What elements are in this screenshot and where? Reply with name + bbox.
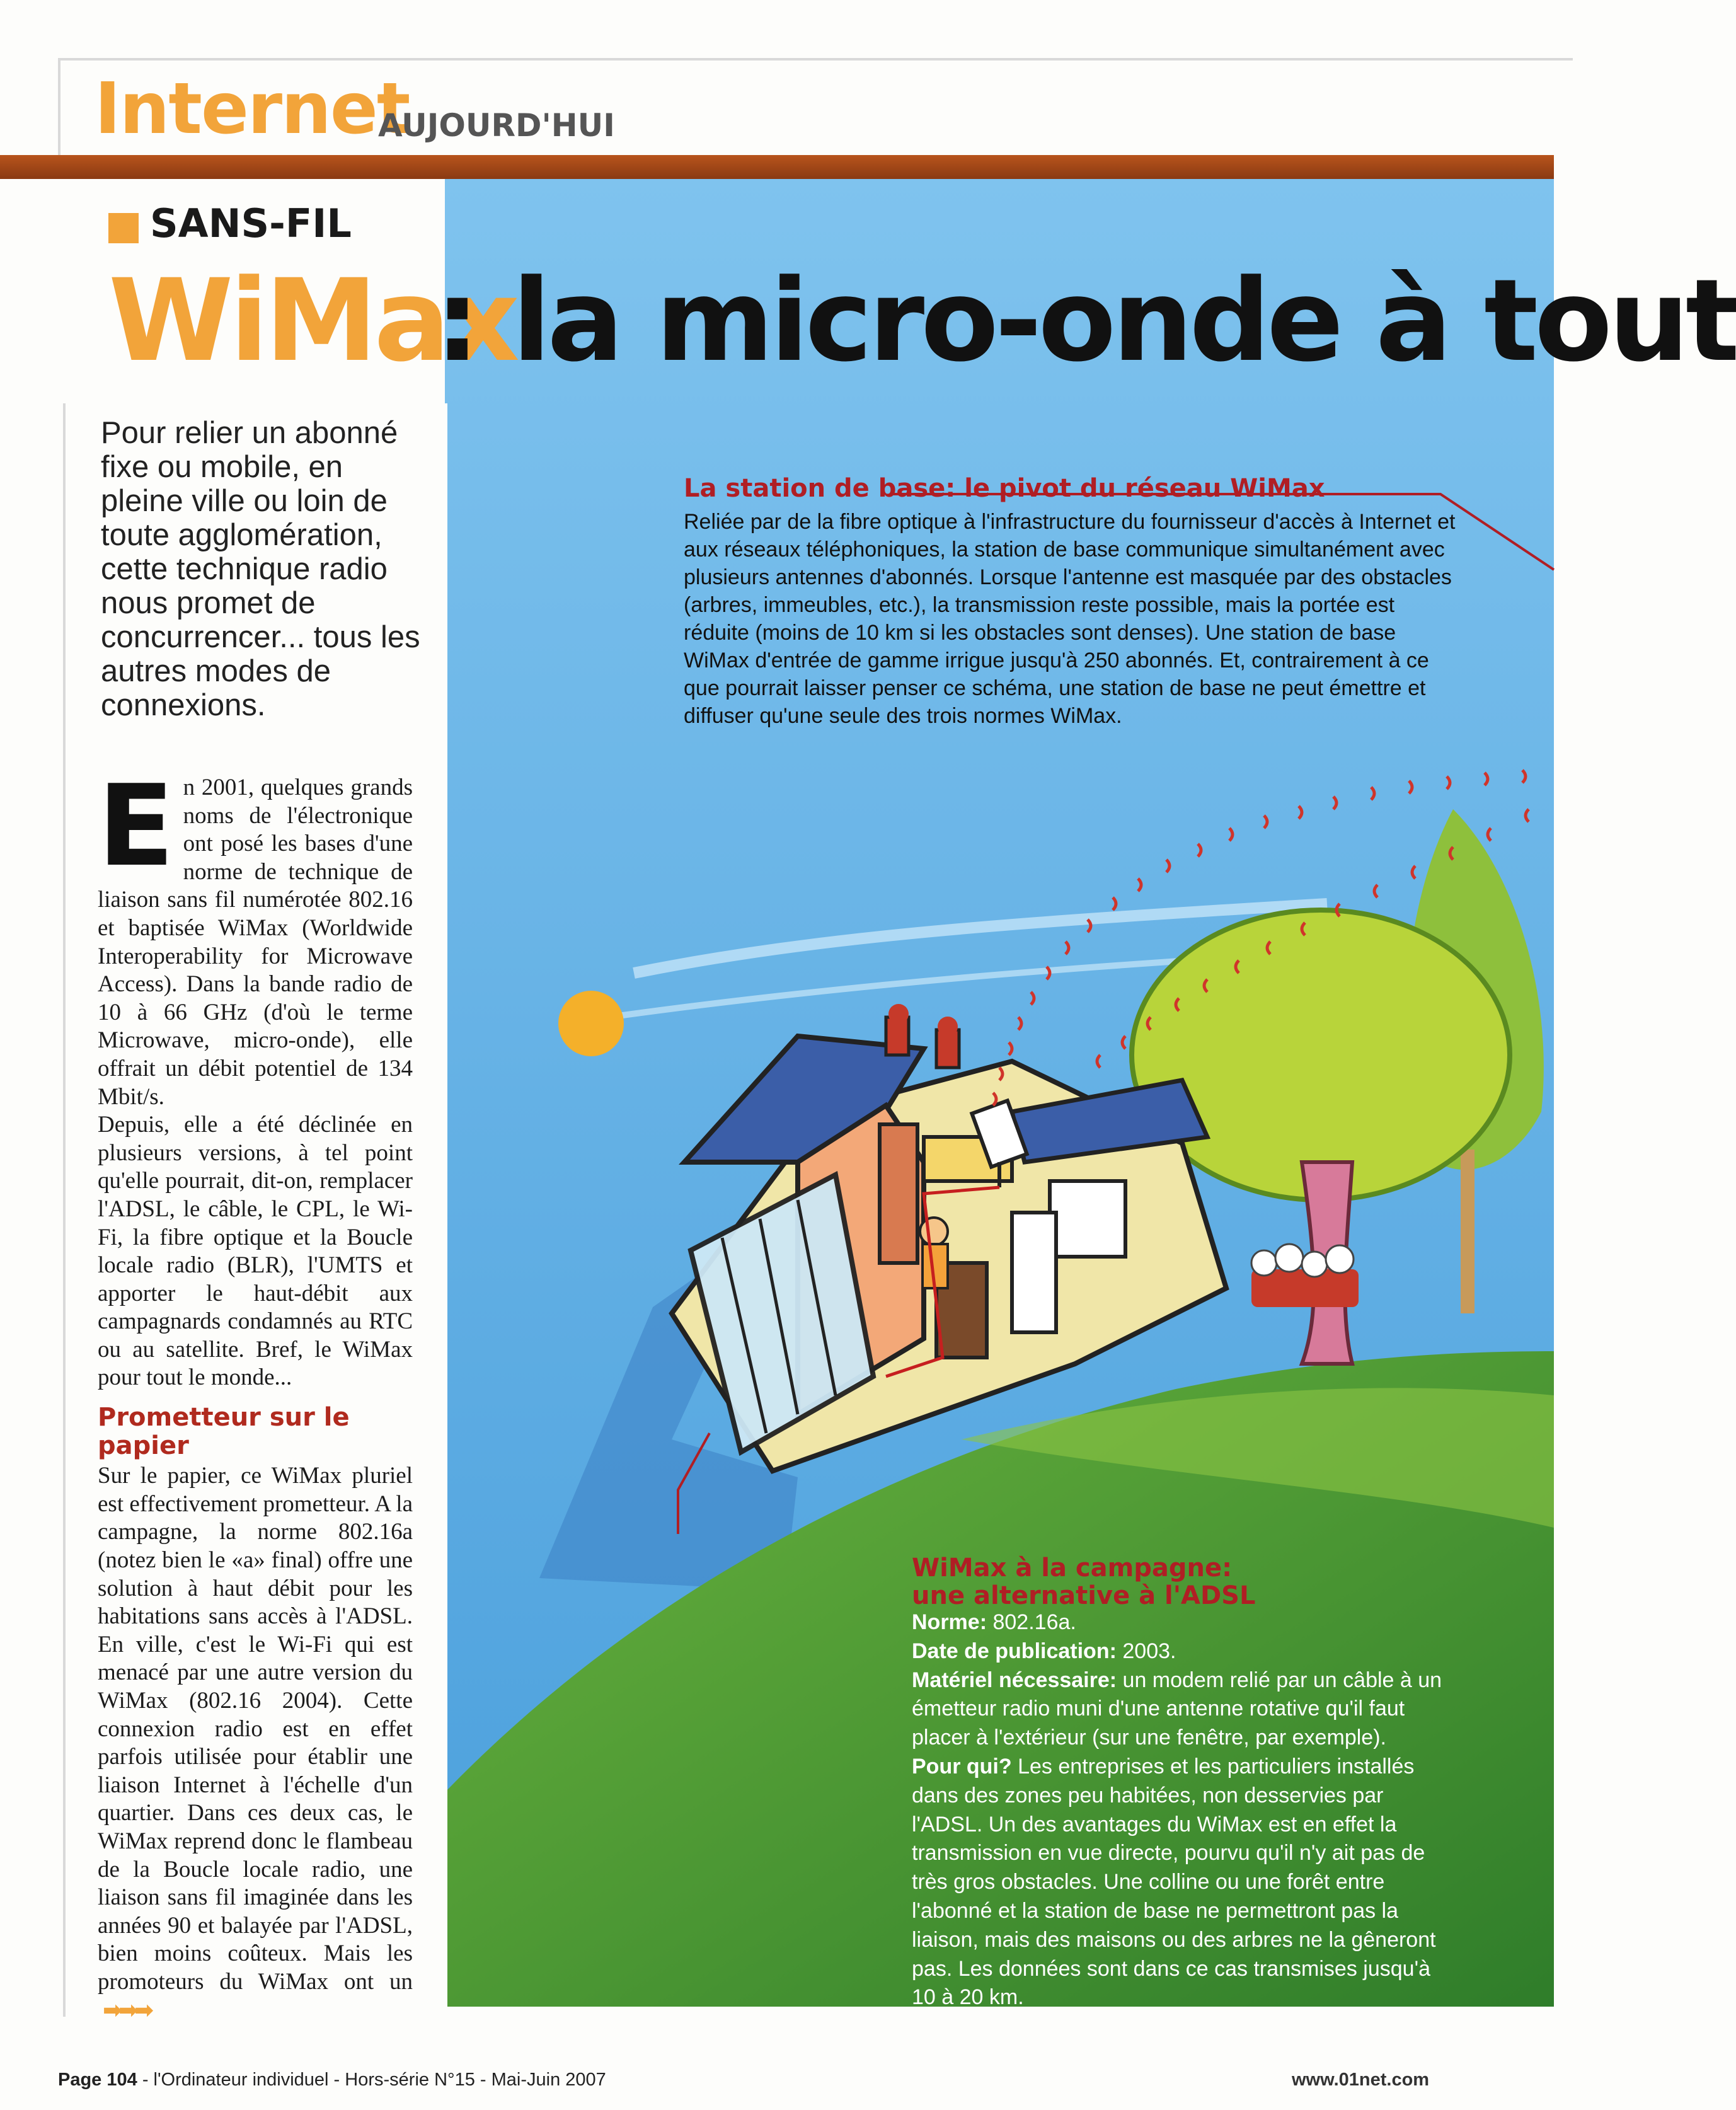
page-number: Page 104	[58, 2070, 137, 2090]
kicker-square-icon	[108, 213, 139, 243]
norme-value: 802.16a.	[992, 1610, 1076, 1634]
materiel-value: un modem relié par un câble à un émetteur radio muni d'une antenne rotative qu'il faut placer à l'extérieur (sur une fenêtre, par exemple).	[912, 1668, 1442, 1750]
date-value: 2003.	[1122, 1639, 1176, 1663]
pourqui-label: Pour qui?	[912, 1754, 1012, 1779]
header-band	[0, 155, 1554, 179]
callout-campagne-title: WiMax à la campagne: une alternative à l'ADSL	[912, 1554, 1256, 1610]
paragraph-text: Sur le papier, ce WiMax pluriel est effectivement prometteur. A la campagne, la norme 802.16a (notez bien le «a» final) offre une solution à haut débit pour les habitations sans accès à l'ADSL. En ville, c'est le Wi-Fi qui est menacé par une autre version du WiMax (802.16 2004). Cette connexion radio est en effet parfois utilisée pour établir une liaison Internet à l'échelle d'un quartier. Dans ces deux cas, le WiMax reprend donc le flambeau de la Boucle locale radio, une liaison sans fil imaginée dans les années 90 et balayée par l'ADSL, bien moins coûteux. Mais les promoteurs du WiMax ont un	[98, 1463, 413, 1995]
callout-station-text: Reliée par de la fibre optique à l'infrastructure du fournisseur d'accès à Internet et aux réseaux téléphoniques, la station de base communique simultanément avec plusieurs antennes d'abonnés. Lorsque l'antenne est masquée par des obstacles (arbres, immeubles, etc.), la transmission reste possible, mais la portée est réduite (moins de 10 km si les obstacles sont denses). Une station de base WiMax d'entrée de gamme irrigue jusqu'à 250 abonnés. Et, contrairement à ce que pourrait laisser penser ce schéma, une station de base ne peut émettre et diffuser qu'une seule des trois normes WiMax.	[684, 510, 1456, 728]
paragraph	[98, 1462, 413, 2025]
title-rest: : la micro-onde à tout	[435, 255, 1736, 387]
norme-label: Norme:	[912, 1610, 987, 1634]
paragraph: Depuis, elle a été déclinée en plusieurs versions, à tel point qu'elle pourrait, dit-on, remplacer l'ADSL, le câble, le CPL, le Wi-Fi, la fibre optique et la Boucle locale radio (BLR), l'UMTS et apporter le haut-débit aux campagnards condamnés au RTC ou au satellite. Bref, le WiMax pour tout le monde...	[98, 1112, 413, 1391]
continue-arrow-icon: ➡➡➡	[103, 1996, 151, 2024]
person-icon	[920, 1218, 948, 1245]
publication: - l'Ordinateur individuel - Hors-série N°15 - Mai-Juin 2007	[137, 2070, 606, 2090]
title-highlight: WiMax	[108, 255, 516, 387]
pourqui-value: Les entreprises et les particuliers installés dans des zones peu habitées, non desservies par l'ADSL. Un des avantages du WiMax est en effet la transmission en vue directe, pourvu qu'il n'y ait pas de très gros obstacles. Une colline ou une forêt entre l'abonné et la station de base ne permettront pas la liaison, mais des maisons ou des arbres ne la gêneront pas. Les données sont dans ce cas transmises jusqu'à 10 à 20 km.	[912, 1754, 1436, 2010]
subheading: Prometteur sur le papier	[98, 1403, 350, 1460]
footer-info	[58, 2070, 606, 2090]
kicker: SANS-FIL	[150, 200, 352, 246]
callout-station-title: La station de base: le pivot du réseau WiMax	[684, 474, 1325, 503]
drop-cap: E	[98, 761, 175, 891]
callout-campagne-text	[912, 1608, 1454, 2012]
section-subtitle: AUJOURD'HUI	[378, 107, 615, 144]
section-title: Internet	[95, 68, 410, 150]
paragraph: n 2001, quelques grands noms de l'électronique ont posé les bases d'une norme de technique de liaison sans fil numérotée 802.16 et baptisée WiMax (Worldwide Interoperability for Microwave Access). Dans la bande radio de 10 à 66 GHz (d'où le terme Microwave, micro-onde), elle offrait un débit potentiel de 134 Mbit/s.	[98, 775, 413, 1110]
article-body	[98, 761, 413, 2025]
lede: Pour relier un abonné fixe ou mobile, en pleine ville ou loin de toute agglomération, cette technique radio nous promet de concurrencer... tous les autres modes de connexions.	[101, 416, 420, 722]
footer-site: www.01net.com	[1292, 2070, 1430, 2090]
date-label: Date de publication:	[912, 1639, 1117, 1663]
sun-icon	[558, 991, 624, 1056]
materiel-label: Matériel nécessaire:	[912, 1668, 1117, 1692]
